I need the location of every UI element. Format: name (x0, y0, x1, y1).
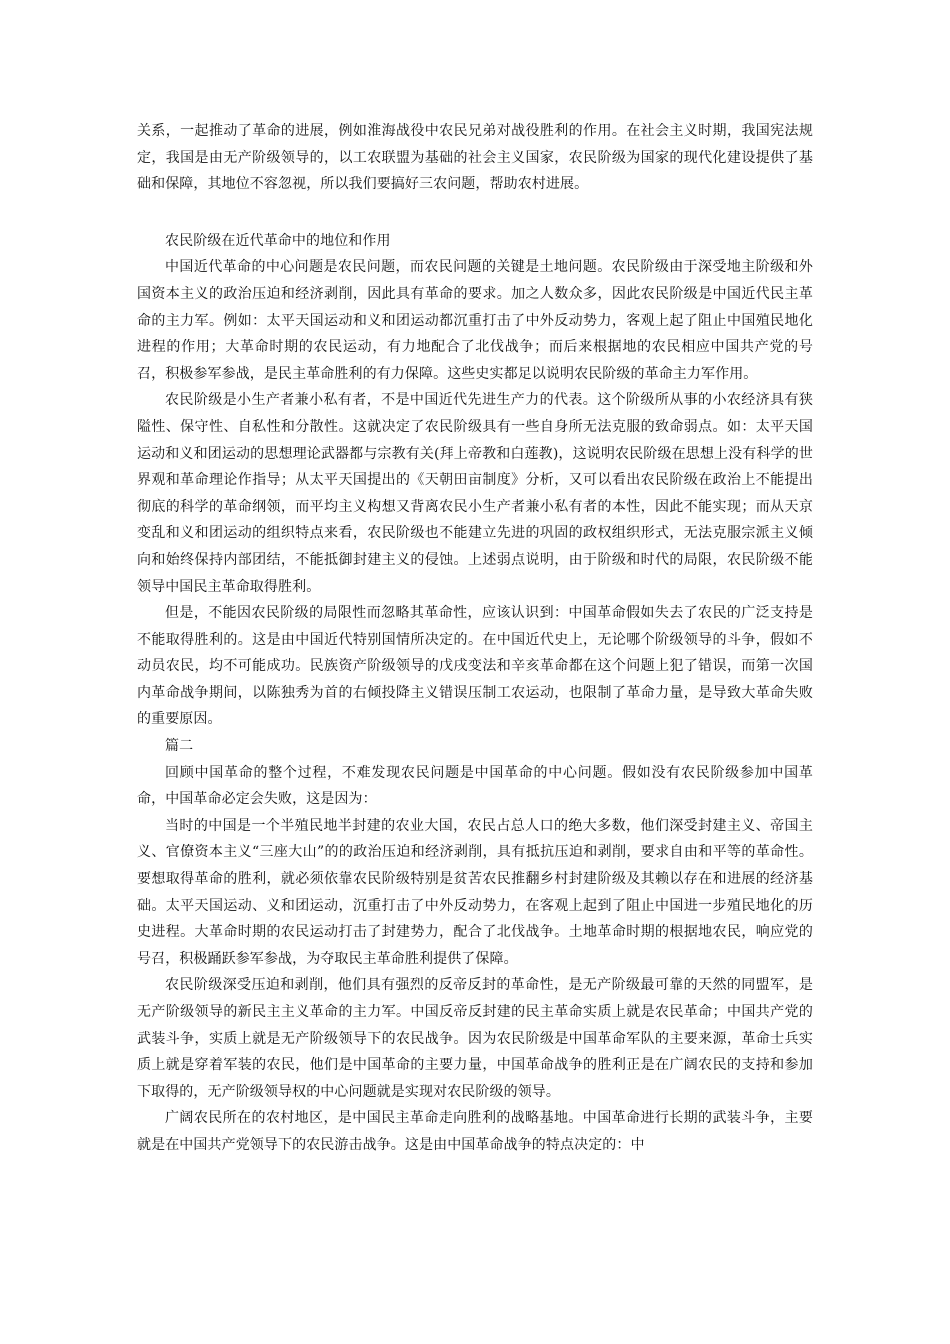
section-heading: 篇二 (165, 738, 194, 755)
paragraph: 但是，不能因农民阶级的局限性而忽略其革命性，应该认识到：中国革命假如失去了农民的广泛支持是不能取得胜利的。这是由中国近代特别国情所决定的。在中国近代史上，无论哪个阶级领导的斗争，假如不动员农民，均不可能成功。民族资产阶级领导的戊戌变法和辛亥革命都在这个问题上犯了错误，而第一次国内革命战争期间，以陈独秀为首的右倾投降主义错误压制工农运动，也限制了革命力量，是导致大革命失败的重要原因。 (137, 605, 813, 728)
paragraph: 农民阶级是小生产者兼小私有者，不是中国近代先进生产力的代表。这个阶级所从事的小农经济具有狭隘性、保守性、自私性和分散性。这就决定了农民阶级具有一些自身所无法克服的致命弱点。如：太平天国运动和义和团运动的思想理论武器都与宗教有关(拜上帝教和白莲教)，这说明农民阶级在思想上没有科学的世界观和革命理论作指导；从太平天国提出的《天朝田亩制度》分析，又可以看出农民阶级在政治上不能提出彻底的科学的革命纲领，而平均主义构想又背离农民小生产者兼小私有者的本性，因此不能实现；而从天京变乱和义和团运动的组织特点来看，农民阶级也不能建立先进的巩固的政权组织形式，无法克服宗派主义倾向和始终保持内部团结，不能抵御封建主义的侵蚀。上述弱点说明，由于阶级和时代的局限，农民阶级不能领导中国民主革命取得胜利。 (137, 392, 813, 595)
paragraph: 当时的中国是一个半殖民地半封建的农业大国，农民占总人口的绝大多数，他们深受封建主义、帝国主义、官僚资本主义“三座大山”的的政治压迫和经济剥削，具有抵抗压迫和剥削，要求自由和平等的革命性。要想取得革命的胜利，就必须依靠农民阶级特别是贫苦农民推翻乡村封建阶级及其赖以存在和进展的经济基础。太平天国运动、义和团运动，沉重打击了中外反动势力，在客观上起到了阻止中国进一步殖民地化的历史进程。大革命时期的农民运动打击了封建势力，配合了北伐战争。土地革命时期的根据地农民，响应党的号召，积极踊跃参军参战，为夺取民主革命胜利提供了保障。 (137, 817, 813, 967)
section-heading: 农民阶级在近代革命中的地位和作用 (165, 232, 391, 249)
document-page (137, 118, 813, 1159)
paragraph: 广阔农民所在的农村地区，是中国民主革命走向胜利的战略基地。中国革命进行长期的武装斗争，主要就是在中国共产党领导下的农民游击战争。这是由中国革命战争的特点决定的：中 (137, 1110, 813, 1153)
paragraph-gap (137, 198, 813, 228)
paragraph: 农民阶级深受压迫和剥削，他们具有强烈的反帝反封的革命性，是无产阶级最可靠的天然的同盟军，是无产阶级领导的新民主主义革命的主力军。中国反帝反封建的民主革命实质上就是农民革命；中国共产党的武装斗争，实质上就是无产阶级领导下的农民战争。因为农民阶级是中国革命军队的主要来源，革命士兵实质上就是穿着军装的农民，他们是中国革命的主要力量，中国革命战争的胜利正是在广阔农民的支持和参加下取得的，无产阶级领导权的中心问题就是实现对农民阶级的领导。 (137, 977, 813, 1100)
paragraph: 回顾中国革命的整个过程，不难发现农民问题是中国革命的中心问题。假如没有农民阶级参加中国革命，中国革命必定会失败，这是因为： (137, 764, 813, 808)
paragraph-continuation: 关系，一起推动了革命的进展，例如淮海战役中农民兄弟对战役胜利的作用。在社会主义时期，我国宪法规定，我国是由无产阶级领导的，以工农联盟为基础的社会主义国家，农民阶级为国家的现代化建设提供了基础和保障，其地位不容忽视，所以我们要搞好三农问题，帮助农村进展。 (137, 123, 813, 193)
paragraph: 中国近代革命的中心问题是农民问题，而农民问题的关键是土地问题。农民阶级由于深受地主阶级和外国资本主义的政治压迫和经济剥削，因此具有革命的要求。加之人数众多，因此农民阶级是中国近代民主革命的主力军。例如：太平天国运动和义和团运动都沉重打击了中外反动势力，客观上起了阻止中国殖民地化进程的作用；大革命时期的农民运动，有力地配合了北伐战争；而后来根据地的农民相应中国共产党的号召，积极参军参战，是民主革命胜利的有力保障。这些史实都足以说明农民阶级的革命主力军作用。 (137, 259, 813, 382)
